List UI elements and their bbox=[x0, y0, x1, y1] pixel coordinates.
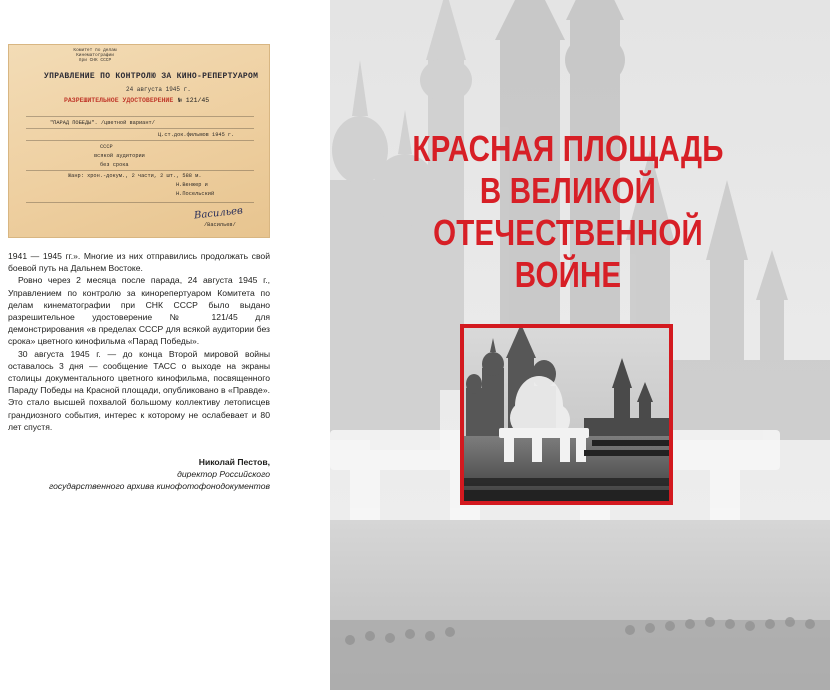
document-line bbox=[26, 140, 254, 141]
document-header-small: Комитет по делам Кинематографии при СНК СССР bbox=[73, 48, 117, 63]
article-paragraph: Ровно через 2 месяца после парада, 24 августа 1945 г., Управлением по контролю за кинорепертуаром Комитета по делам кинематографии при СНК СССР было выдано разрешительное удостоверение № 121/45 для демонстрирования «в пределах СССР для всякой аудитории без срока» цветного кинофильма «Парад Победы». bbox=[8, 275, 270, 347]
page-title bbox=[378, 128, 758, 296]
title-line: ОТЕЧЕСТВЕННОЙ bbox=[433, 212, 703, 253]
document-studio: Ц.ст.док.фильмов 1945 г. bbox=[158, 132, 235, 138]
permit-document-image bbox=[8, 44, 270, 238]
document-permit-number: № 121/45 bbox=[178, 97, 210, 104]
document-date: 24 августа 1945 г. bbox=[126, 86, 191, 93]
inset-photo bbox=[464, 328, 669, 501]
document-line bbox=[26, 116, 254, 117]
article-body bbox=[8, 250, 270, 433]
title-line: КРАСНАЯ ПЛОЩАДЬ bbox=[412, 128, 724, 169]
document-title: УПРАВЛЕНИЕ ПО КОНТРОЛЮ ЗА КИНО-РЕПЕРТУАРОМ bbox=[44, 72, 259, 81]
document-term: без срока bbox=[100, 162, 129, 168]
article-paragraph: 30 августа 1945 г. — до конца Второй мировой войны оставалось 3 дня — сообщение ТАСС о выходе на экраны столицы документального цветного кинофильма, посвященного Параду Победы на Красной площади, опубликовано в «Правде». Это стало высшей похвалой большому коллективу летописцев грандиозного события, интерес к которому не ослабевает и 80 лет спустя. bbox=[8, 348, 270, 432]
document-line bbox=[26, 128, 254, 129]
document-director: Н.Венжер и bbox=[176, 182, 208, 188]
title-line: В ВЕЛИКОЙ bbox=[479, 170, 657, 211]
title-line: ВОЙНЕ bbox=[514, 254, 622, 295]
inset-photo-frame bbox=[460, 324, 673, 505]
parade-photo-image bbox=[464, 328, 669, 501]
document-country: СССР bbox=[100, 144, 113, 150]
article-paragraph: 1941 — 1945 гг.». Многие из них отправились продолжать свой боевой путь на Дальнем Востоке. bbox=[8, 251, 270, 274]
left-page bbox=[0, 0, 330, 690]
document-genre: Жанр: хрон.-докум., 2 части, 2 шт., 588 м. bbox=[68, 173, 202, 179]
document-line bbox=[26, 202, 254, 203]
signature-image: Васильев bbox=[193, 205, 244, 222]
document-director-2: Н.Посельский bbox=[176, 191, 215, 197]
document-signature-typed: /Васильев/ bbox=[204, 222, 236, 228]
document-film-title: "ПАРАД ПОБЕДЫ". /цветной вариант/ bbox=[50, 120, 155, 126]
document-line bbox=[26, 170, 254, 171]
right-page bbox=[330, 0, 830, 690]
author-role-line2: государственного архива кинофотофонодокументов bbox=[48, 481, 270, 492]
document-permit-label: РАЗРЕШИТЕЛЬНОЕ УДОСТОВЕРЕНИЕ bbox=[64, 97, 174, 104]
author-signature bbox=[8, 456, 270, 493]
author-name: Николай Пестов, bbox=[198, 457, 270, 467]
document-audience: всякой аудитории bbox=[94, 153, 145, 159]
author-role-line1: директор Российского bbox=[177, 469, 270, 480]
